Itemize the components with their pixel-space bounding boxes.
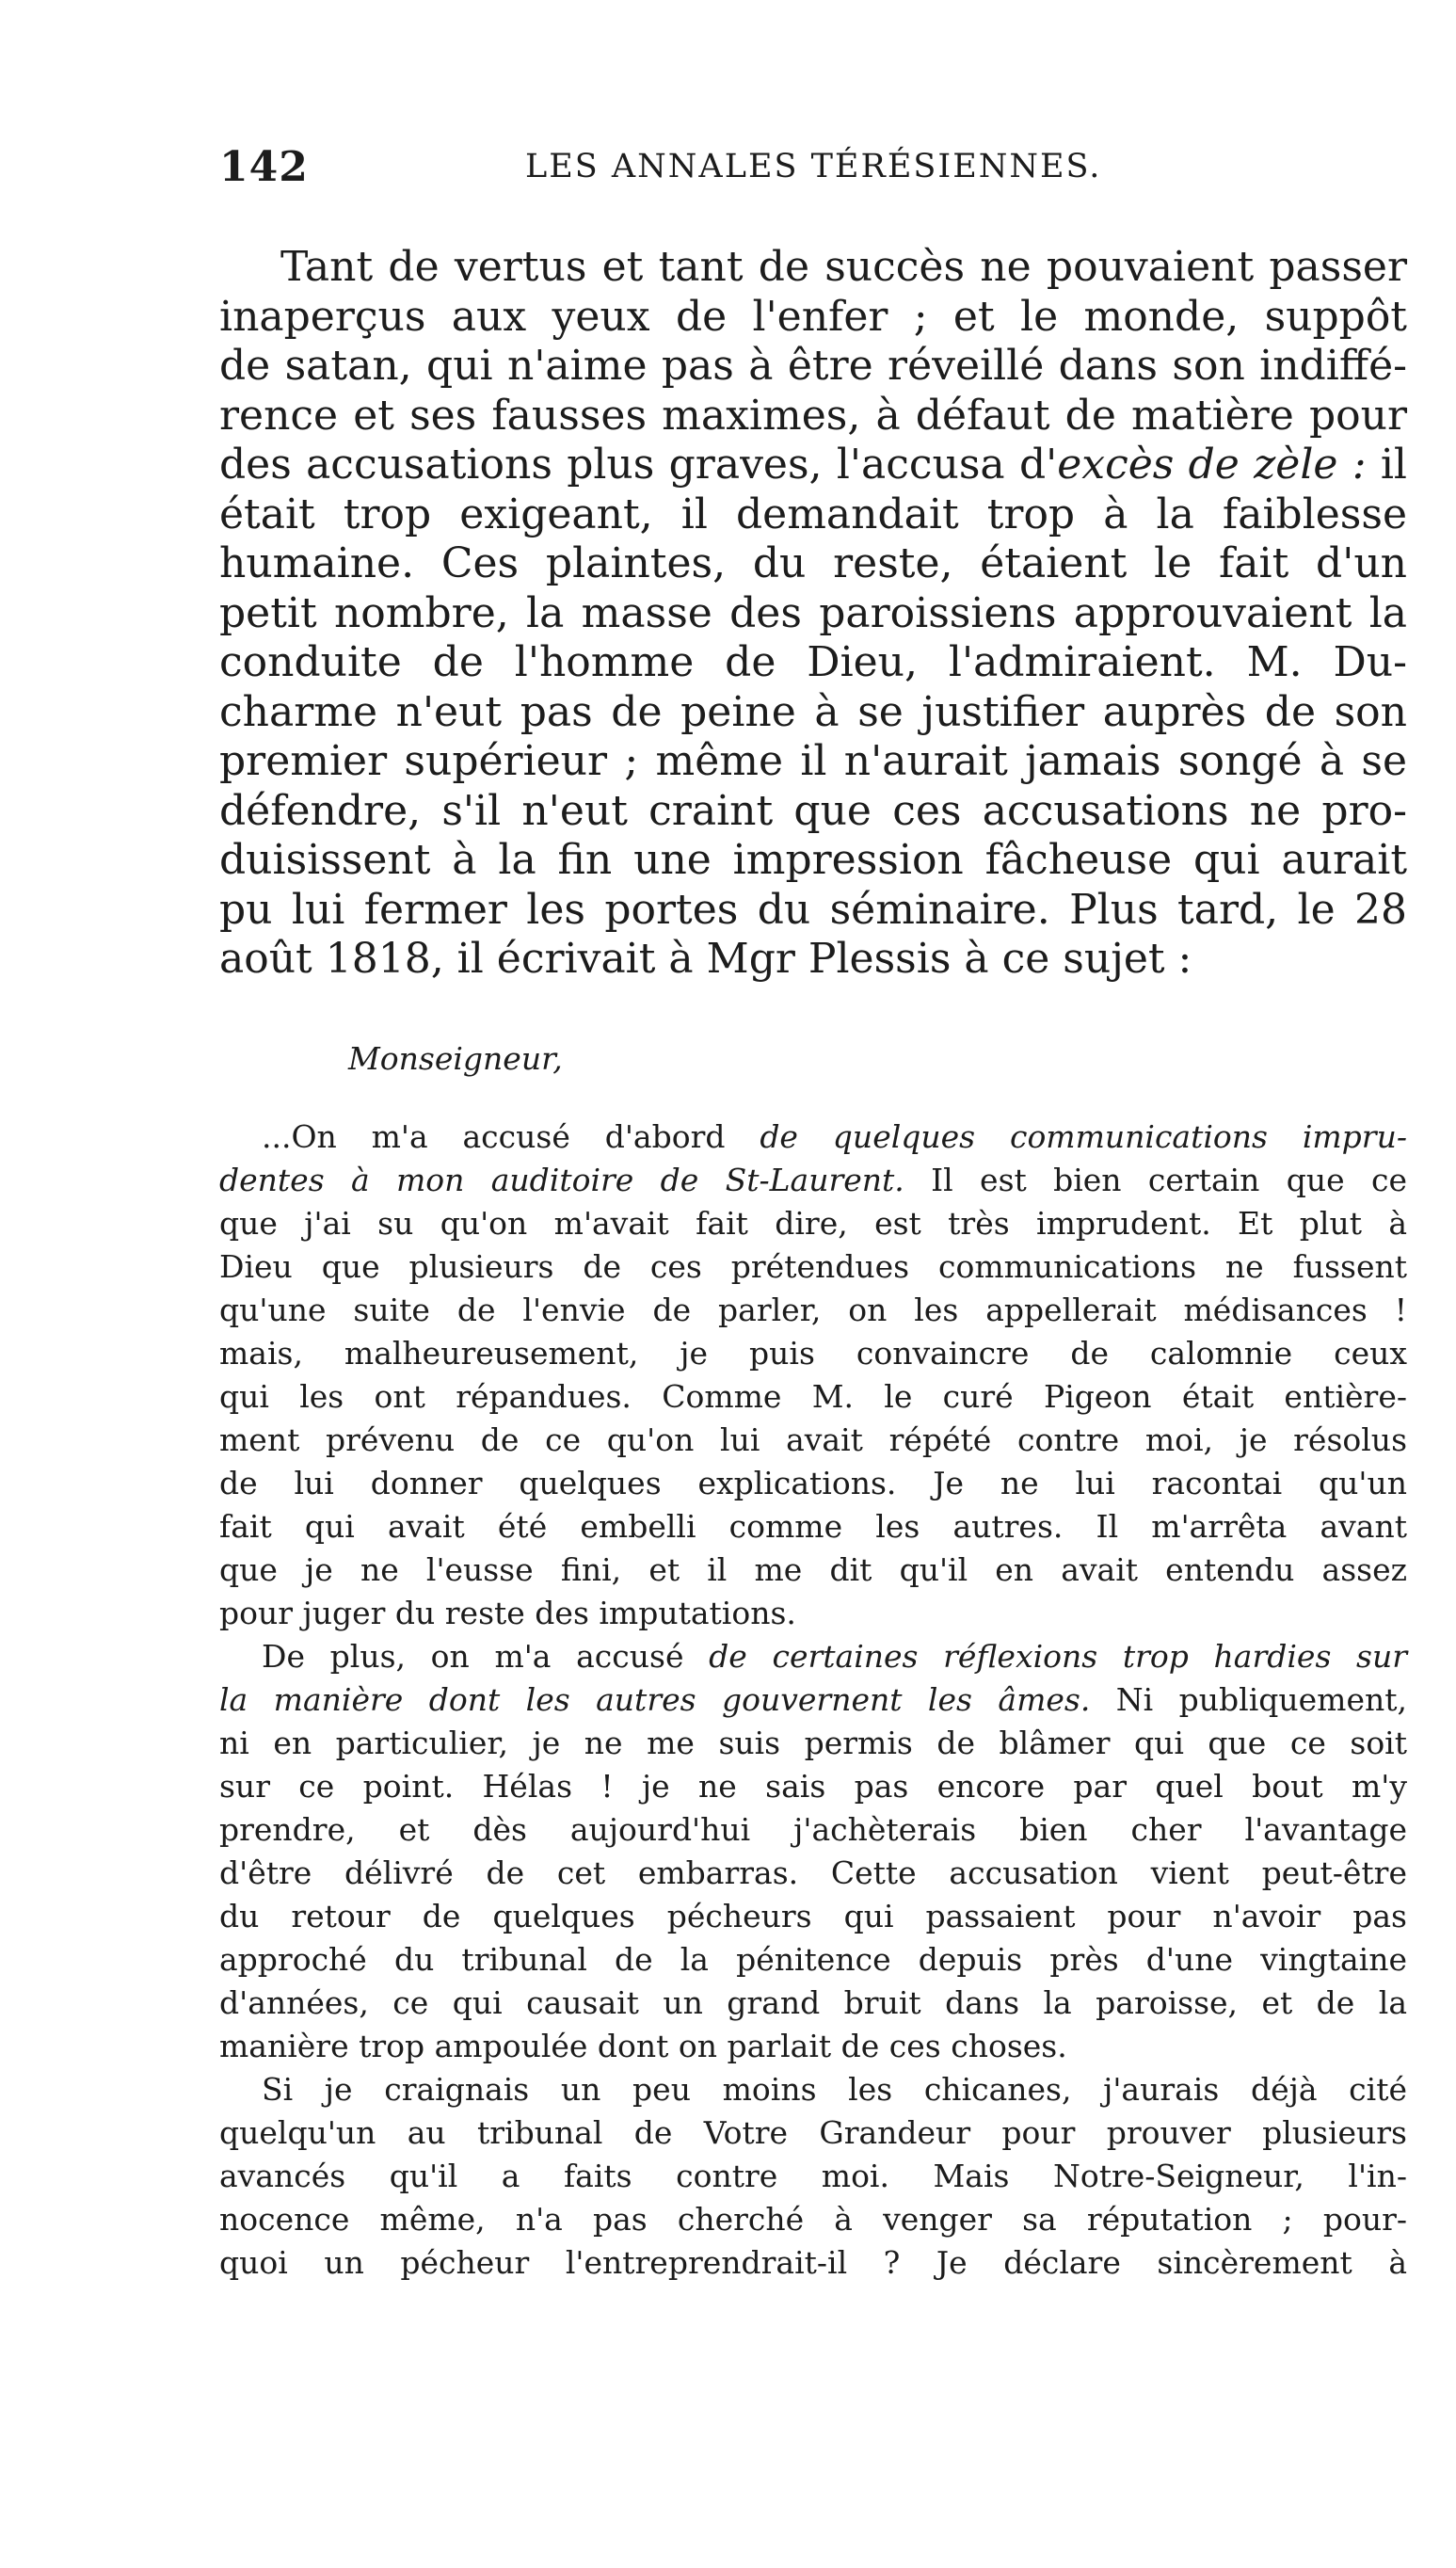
text-run: Il est bien certain que ce (904, 1162, 1407, 1198)
italic-phrase: excès de zèle : (1057, 441, 1367, 489)
text-line: humaine. Ces plaintes, du reste, étaient le fait d'un (219, 539, 1407, 587)
text-line: d'années, ce qui causait un grand bruit dans la paroisse, et de la (219, 1984, 1407, 2021)
text-line: conduite de l'homme de Dieu, l'admiraient. M. Du- (219, 638, 1407, 686)
text-run: Ni publiquement, (1090, 1681, 1407, 1718)
text-run: ...On m'a accusé d'abord (262, 1118, 760, 1155)
text-line: avancés qu'il a faits contre moi. Mais Notre-Seigneur, l'in- (219, 2158, 1407, 2194)
text-line: petit nombre, la masse des paroissiens approuvaient la (219, 588, 1407, 637)
text-line: premier supérieur ; même il n'aurait jamais songé à se (219, 737, 1407, 785)
text-line (219, 1678, 1407, 1722)
italic-phrase: dentes à mon auditoire de St-Laurent. (219, 1162, 904, 1198)
text-line: quelqu'un au tribunal de Votre Grandeur pour prouver plusieurs (219, 2114, 1407, 2151)
text-run: il (1366, 441, 1407, 489)
text-line (219, 441, 1407, 490)
text-line: fait qui avait été embelli comme les autres. Il m'arrêta avant (219, 1508, 1407, 1545)
text-line: inaperçus aux yeux de l'enfer ; et le monde, suppôt (219, 292, 1407, 341)
italic-phrase: de certaines réflexions trop hardies sur (709, 1638, 1407, 1675)
text-line: approché du tribunal de la pénitence depuis près d'une vingtaine (219, 1941, 1407, 1978)
text-run: des accusations plus graves, l'accusa d' (219, 441, 1058, 489)
text-line: août 1818, il écrivait à Mgr Plessis à ce sujet : (219, 935, 1192, 983)
text-line: pu lui fermer les portes du séminaire. Plus tard, le 28 (219, 885, 1407, 934)
text-line: Tant de vertus et tant de succès ne pouvaient passer (280, 243, 1407, 291)
text-line: Dieu que plusieurs de ces prétendues communications ne fussent (219, 1248, 1407, 1285)
text-line: rence et ses fausses maximes, à défaut de matière pour (219, 391, 1407, 440)
text-line: pour juger du reste des imputations. (219, 1595, 796, 1631)
italic-phrase: de quelques communications impru- (760, 1118, 1407, 1155)
letter-salutation: Monseigneur, (348, 1040, 563, 1077)
text-line: Si je craignais un peu moins les chicanes, j'aurais déjà cité (262, 2071, 1407, 2108)
text-line: qu'une suite de l'envie de parler, on les appellerait médisances ! (219, 1292, 1407, 1328)
main-paragraph (219, 243, 1407, 985)
text-line: défendre, s'il n'eut craint que ces accusations ne pro- (219, 786, 1407, 835)
text-line: duisissent à la fin une impression fâcheuse qui aurait (219, 836, 1407, 884)
text-line: nocence même, n'a pas cherché à venger sa réputation ; pour- (219, 2201, 1407, 2238)
text-line: manière trop ampoulée dont on parlait de ces choses. (219, 2028, 1067, 2064)
page-header (219, 143, 1405, 200)
text-line: que je ne l'eusse fini, et il me dit qu'il en avait entendu assez (219, 1551, 1407, 1588)
running-title: LES ANNALES TÉRÉSIENNES. (525, 148, 1102, 185)
text-line: que j'ai su qu'on m'avait fait dire, est très imprudent. Et plut à (219, 1205, 1407, 1242)
text-line: charme n'eut pas de peine à se justifier auprès de son (219, 687, 1407, 736)
text-line (219, 1159, 1407, 1202)
text-line: de lui donner quelques explications. Je ne lui racontai qu'un (219, 1465, 1407, 1501)
text-line (219, 1635, 1407, 1678)
text-line: d'être délivré de cet embarras. Cette accusation vient peut-être (219, 1854, 1407, 1891)
text-line: qui les ont répandues. Comme M. le curé Pigeon était entière- (219, 1378, 1407, 1415)
text-line: était trop exigeant, il demandait trop à la faiblesse (219, 490, 1407, 538)
text-run: De plus, on m'a accusé (262, 1638, 710, 1675)
italic-phrase: la manière dont les autres gouvernent les âmes. (219, 1681, 1091, 1718)
text-line: sur ce point. Hélas ! je ne sais pas encore par quel bout m'y (219, 1768, 1407, 1805)
page-number: 142 (219, 143, 309, 191)
text-line: prendre, et dès aujourd'hui j'achèterais bien cher l'avantage (219, 1811, 1407, 1848)
text-line: ment prévenu de ce qu'on lui avait répété contre moi, je résolus (219, 1421, 1407, 1458)
text-line: quoi un pécheur l'entreprendrait-il ? Je déclare sincèrement à (219, 2244, 1407, 2281)
letter-body (219, 1115, 1407, 2285)
text-line: du retour de quelques pécheurs qui passaient pour n'avoir pas (219, 1898, 1407, 1934)
text-line: ni en particulier, je ne me suis permis de blâmer qui que ce soit (219, 1725, 1407, 1761)
text-line (219, 1115, 1407, 1159)
text-line: mais, malheureusement, je puis convaincre de calomnie ceux (219, 1335, 1407, 1372)
text-line: de satan, qui n'aime pas à être réveillé dans son indiffé- (219, 342, 1407, 390)
